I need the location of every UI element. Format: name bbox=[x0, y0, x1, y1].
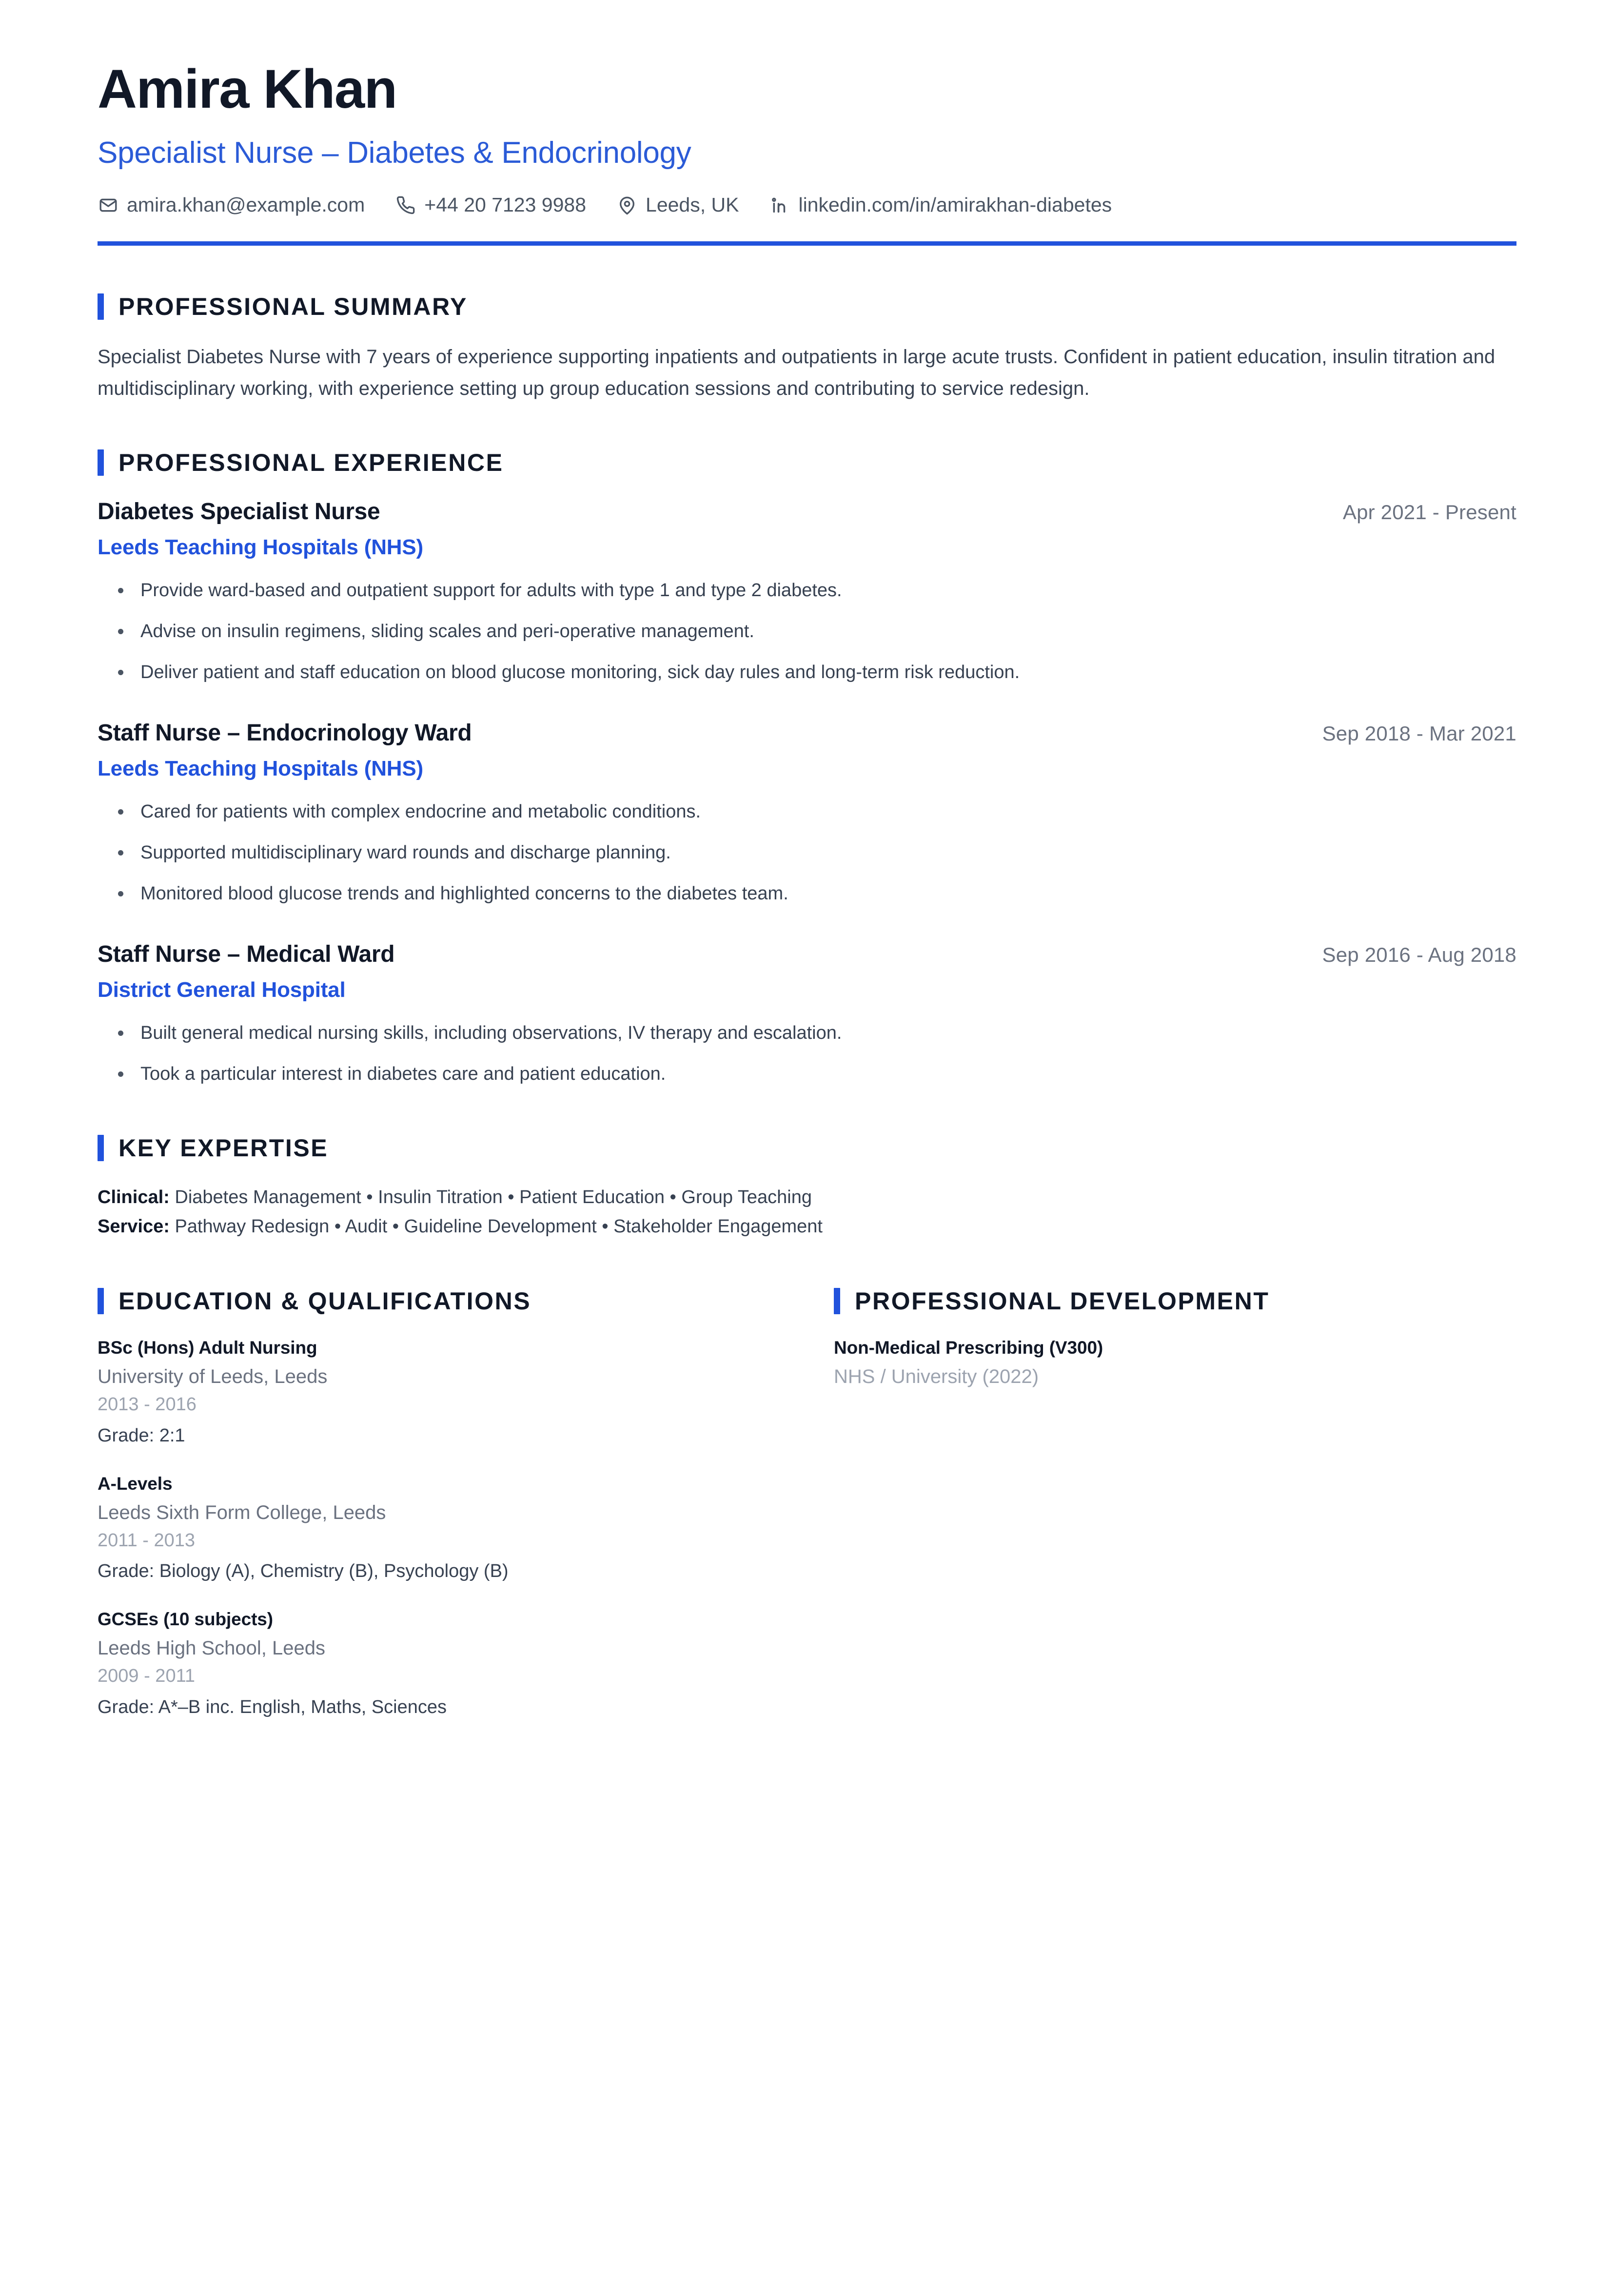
education-grade: Grade: 2:1 bbox=[98, 1425, 185, 1446]
development-meta: NHS / University (2022) bbox=[834, 1366, 1039, 1388]
expertise-group-label: Clinical: bbox=[98, 1187, 170, 1208]
expertise-group-items: Pathway Redesign • Audit • Guideline Development • Stakeholder Engagement bbox=[175, 1216, 823, 1237]
education-section-header bbox=[98, 1288, 780, 1314]
summary-text: Specialist Diabetes Nurse with 7 years of experience supporting inpatients and outpatients in large acute trusts. Confident in patient education, insulin titration and multidisciplinary working, with experience setting up group education sessions and contributing to service redesign. bbox=[98, 346, 1496, 399]
job-organization: Leeds Teaching Hospitals (NHS) bbox=[98, 756, 423, 780]
experience-entry-top bbox=[98, 719, 1516, 748]
job-bullet: Supported multidisciplinary ward rounds and discharge planning. bbox=[98, 839, 1516, 867]
experience-section-header bbox=[98, 449, 1516, 476]
job-organization: Leeds Teaching Hospitals (NHS) bbox=[98, 535, 423, 559]
education-degree: BSc (Hons) Adult Nursing bbox=[98, 1338, 317, 1358]
contact-row bbox=[98, 195, 1516, 216]
education-degree: GCSEs (10 subjects) bbox=[98, 1609, 274, 1630]
contact-linkedin-text: linkedin.com/in/amirakhan-diabetes bbox=[798, 194, 1112, 216]
job-bullet: Provide ward-based and outpatient support for adults with type 1 and type 2 diabetes. bbox=[98, 577, 1516, 604]
job-bullet: Deliver patient and staff education on blood glucose monitoring, sick day rules and long-term risk reduction. bbox=[98, 659, 1516, 686]
section-professional-experience bbox=[98, 449, 1516, 1089]
job-dates: Apr 2021 - Present bbox=[1342, 500, 1516, 524]
section-education bbox=[98, 1288, 780, 1721]
expertise-group-label: Service: bbox=[98, 1216, 170, 1237]
job-role: Diabetes Specialist Nurse bbox=[98, 498, 380, 525]
contact-location bbox=[616, 195, 739, 216]
job-bullet: Cared for patients with complex endocrine and metabolic conditions. bbox=[98, 798, 1516, 826]
envelope-icon bbox=[98, 195, 119, 216]
job-role: Staff Nurse – Endocrinology Ward bbox=[98, 720, 472, 746]
location-pin-icon bbox=[616, 195, 638, 216]
education-grade: Grade: A*–B inc. English, Maths, Sciences bbox=[98, 1697, 447, 1718]
summary-heading: PROFESSIONAL SUMMARY bbox=[118, 292, 468, 320]
contact-phone-text: +44 20 7123 9988 bbox=[424, 194, 587, 216]
expertise-section-header bbox=[98, 1135, 1516, 1161]
contact-email-text: amira.khan@example.com bbox=[127, 194, 365, 216]
resume-header bbox=[98, 58, 1516, 246]
candidate-name: Amira Khan bbox=[98, 58, 397, 119]
experience-entry bbox=[98, 497, 1516, 686]
job-bullet: Monitored blood glucose trends and highlighted concerns to the diabetes team. bbox=[98, 880, 1516, 908]
contact-email[interactable] bbox=[98, 195, 365, 216]
development-entry bbox=[834, 1336, 1516, 1391]
education-school: Leeds High School, Leeds bbox=[98, 1637, 325, 1659]
education-entry bbox=[98, 1607, 780, 1721]
section-accent-bar bbox=[98, 293, 104, 320]
expertise-group bbox=[98, 1183, 1516, 1212]
job-dates: Sep 2018 - Mar 2021 bbox=[1322, 721, 1516, 745]
education-years: 2009 - 2011 bbox=[98, 1666, 196, 1687]
expertise-group-items: Diabetes Management • Insulin Titration • Patient Education • Group Teaching bbox=[175, 1187, 812, 1208]
education-degree: A-Levels bbox=[98, 1473, 173, 1494]
education-entry bbox=[98, 1472, 780, 1585]
section-accent-bar bbox=[834, 1288, 840, 1314]
expertise-heading: KEY EXPERTISE bbox=[118, 1134, 329, 1162]
section-professional-development bbox=[834, 1288, 1516, 1391]
development-name: Non-Medical Prescribing (V300) bbox=[834, 1338, 1103, 1358]
job-bullet: Advise on insulin regimens, sliding scales and peri-operative management. bbox=[98, 618, 1516, 645]
job-bullet: Took a particular interest in diabetes care and patient education. bbox=[98, 1060, 1516, 1088]
experience-entry-top bbox=[98, 940, 1516, 969]
job-role: Staff Nurse – Medical Ward bbox=[98, 941, 395, 967]
summary-section-header bbox=[98, 293, 1516, 320]
development-section-header bbox=[834, 1288, 1516, 1314]
job-organization: District General Hospital bbox=[98, 977, 346, 1002]
education-years: 2011 - 2013 bbox=[98, 1530, 196, 1551]
section-accent-bar bbox=[98, 1288, 104, 1314]
education-grade: Grade: Biology (A), Chemistry (B), Psychology (B) bbox=[98, 1561, 509, 1582]
job-bullet-list bbox=[98, 1019, 1516, 1088]
experience-entry bbox=[98, 940, 1516, 1088]
job-bullet-list bbox=[98, 798, 1516, 908]
contact-linkedin[interactable] bbox=[769, 195, 1112, 216]
section-professional-summary bbox=[98, 293, 1516, 405]
experience-heading: PROFESSIONAL EXPERIENCE bbox=[118, 448, 504, 476]
education-heading: EDUCATION & QUALIFICATIONS bbox=[118, 1287, 531, 1315]
section-accent-bar bbox=[98, 1135, 104, 1161]
contact-location-text: Leeds, UK bbox=[646, 194, 739, 216]
phone-icon bbox=[395, 195, 416, 216]
experience-entry-top bbox=[98, 497, 1516, 526]
job-bullet: Built general medical nursing skills, including observations, IV therapy and escalation. bbox=[98, 1019, 1516, 1047]
header-divider bbox=[98, 241, 1516, 246]
expertise-list bbox=[98, 1183, 1516, 1241]
education-entry bbox=[98, 1336, 780, 1449]
job-bullet-list bbox=[98, 577, 1516, 686]
education-years: 2013 - 2016 bbox=[98, 1394, 197, 1415]
development-heading: PROFESSIONAL DEVELOPMENT bbox=[855, 1287, 1270, 1315]
candidate-job-title: Specialist Nurse – Diabetes & Endocrinology bbox=[98, 136, 691, 170]
education-school: Leeds Sixth Form College, Leeds bbox=[98, 1501, 386, 1523]
job-dates: Sep 2016 - Aug 2018 bbox=[1322, 943, 1516, 966]
education-school: University of Leeds, Leeds bbox=[98, 1366, 328, 1388]
bottom-columns bbox=[98, 1288, 1516, 1721]
linkedin-icon bbox=[769, 195, 790, 216]
section-accent-bar bbox=[98, 449, 104, 476]
experience-entry bbox=[98, 719, 1516, 908]
expertise-group bbox=[98, 1212, 1516, 1241]
section-key-expertise bbox=[98, 1135, 1516, 1241]
contact-phone[interactable] bbox=[395, 195, 586, 216]
